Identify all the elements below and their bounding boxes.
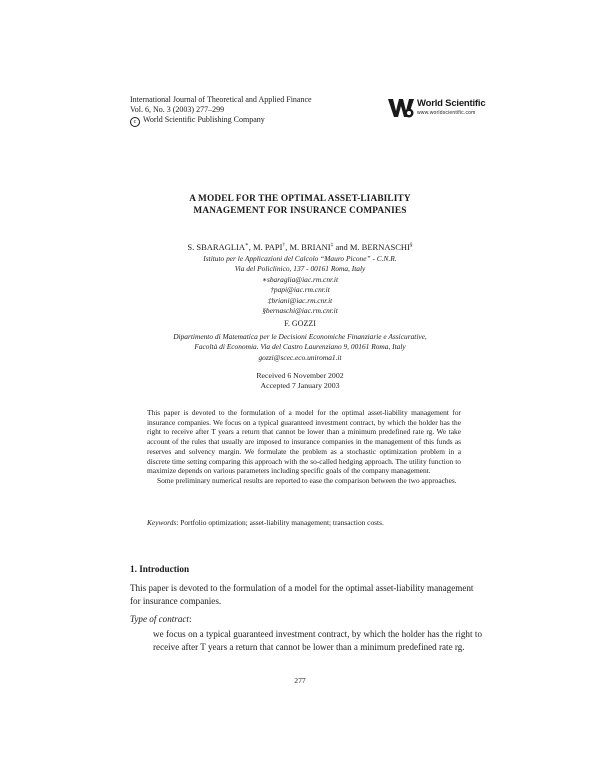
author-separator: and <box>333 242 350 252</box>
title-line-1: A MODEL FOR THE OPTIMAL ASSET-LIABILITY <box>189 194 411 204</box>
author-separator: , <box>248 242 254 252</box>
journal-header <box>130 95 312 127</box>
author-mark: ‡ <box>330 242 334 249</box>
author-email: gozzi@scec.eco.uniroma1.it <box>258 352 342 362</box>
received-date: Received 6 November 2002 <box>256 371 344 380</box>
contract-label-text: Type of contract <box>130 614 189 624</box>
keywords-label: Keywords <box>147 518 177 527</box>
keywords-colon: : <box>176 518 181 527</box>
abstract <box>147 408 461 486</box>
section-heading: 1. Introduction <box>130 564 190 574</box>
affiliation-block-1 <box>80 254 520 316</box>
journal-name: International Journal of Theoretical and Applied Finance <box>130 95 312 104</box>
intro-paragraph: This paper is devoted to the formulation of a model for the optimal asset-liability management for insurance companies. <box>130 583 474 606</box>
author-email: ‡briani@iac.rm.cnr.it <box>267 295 333 305</box>
journal-volume: Vol. 6, No. 3 (2003) 277–299 <box>130 105 225 114</box>
submission-dates <box>80 371 520 392</box>
abstract-paragraph: This paper is devoted to the formulation of a model for the optimal asset-liability management for insurance companies. We focus on a typical guaranteed investment contract, by which the holder has the right to receive after T years a return that cannot be lower than a minimum predefined rate rg. We take account of the rules that usually are imposed to insurance companies in the management of this funds as reserves and solvency margin. We formulate the problem as a stochastic optimization problem in a discrete time setting comparing this approach with the so-called hedging approach. The utility function to maximize depends on various parameters including specific goals of the company management. <box>147 408 461 476</box>
publisher-name: World Scientific Publishing Company <box>143 115 265 124</box>
world-scientific-logo-icon <box>387 96 415 120</box>
author-mark: § <box>409 242 413 249</box>
author-name: S. SBARAGLIA <box>187 242 246 252</box>
keywords <box>147 518 461 527</box>
journal-copyright <box>130 115 312 127</box>
page-number: 277 <box>294 676 306 685</box>
logo-name: World Scientific <box>417 98 486 109</box>
affiliation-line: Facoltà di Economia. Via del Castro Laurenziano 9, 00161 Roma, Italy <box>194 342 406 352</box>
author-email: †papi@iac.rm.cnr.it <box>270 285 330 295</box>
affiliation-line: Istituto per le Applicazioni del Calcolo “Mauro Picone” - C.N.R. <box>203 254 397 263</box>
author-mark: † <box>282 242 286 249</box>
title-line-2: MANAGEMENT FOR INSURANCE COMPANIES <box>193 206 407 216</box>
author-email: ∗sbaraglia@iac.rm.cnr.it <box>261 274 339 284</box>
abstract-paragraph: Some preliminary numerical results are reported to ease the comparison between the two approaches. <box>157 475 457 485</box>
author-name-gozzi: F. GOZZI <box>284 319 316 328</box>
contract-label-colon: : <box>188 614 192 624</box>
author-name: M. PAPI <box>253 242 283 252</box>
author-email: §bernaschi@iac.rm.cnr.it <box>262 306 338 316</box>
author-separator: , <box>285 242 290 252</box>
author-name: M. BERNASCHI <box>349 242 410 252</box>
affiliation-block-2 <box>80 332 520 363</box>
affiliation-line: Via del Policlinico, 137 - 00161 Roma, Italy <box>234 264 366 274</box>
publisher-logo <box>387 96 497 120</box>
author-mark: ∗ <box>245 242 249 249</box>
affiliation-line: Dipartimento di Matematica per le Decisioni Economiche Finanziarie e Assicurative, <box>173 332 427 341</box>
author-name: M. BRIANI <box>289 242 331 252</box>
logo-tagline: www.worldscientific.com <box>417 110 476 116</box>
keywords-text: Portfolio optimization; asset-liability management; transaction costs. <box>180 518 384 527</box>
author-list <box>80 242 520 252</box>
contract-description: we focus on a typical guaranteed investment contract, by which the holder has the right to receive after T years a return that cannot be lower than a minimum predefined rate rg. <box>153 629 482 652</box>
accepted-date: Accepted 7 January 2003 <box>260 381 340 391</box>
copyright-icon: c <box>130 117 140 127</box>
contract-type-label <box>130 614 191 624</box>
